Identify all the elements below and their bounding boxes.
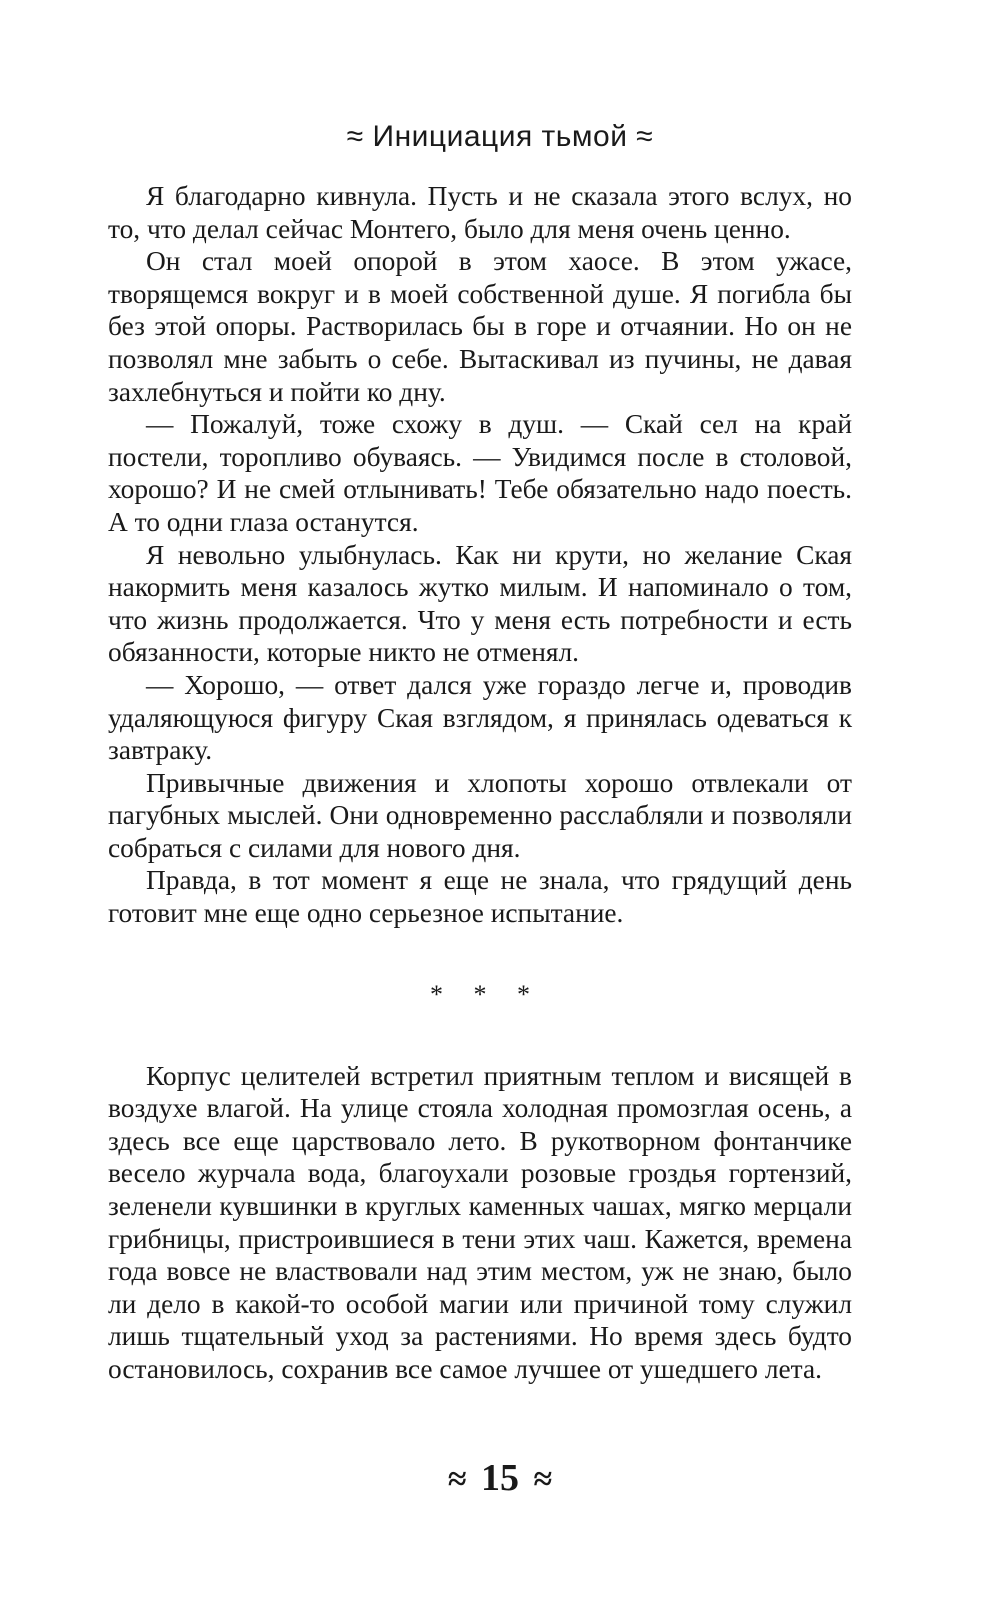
paragraph: Корпус целителей встретил приятным теплом и висящей в воздухе влагой. На улице стояла холодная промозглая осень, а здесь все еще царствовало лето. В рукотворном фонтанчике весело журчала вода, благоухали розовые гроздья гортензий, зеленели кувшинки в круглых каменных чашах, мягко мерцали грибницы, пристроившиеся в тени этих чаш. Кажется, времена года вовсе не властвовали над этим местом, уж не знаю, было ли дело в какой-то особой магии или причиной тому служил лишь тщательный уход за растениями. Но время здесь будто остановилось, сохранив все самое лучшее от ушедшего лета. [108,1060,852,1384]
running-head: ≈ Инициация тьмой ≈ [346,120,654,153]
folio-right-mark: ≈ [533,1461,553,1498]
paragraph: Правда, в тот момент я еще не знала, что грядущий день готовит мне еще одно серьезное испытание. [108,865,852,929]
paragraph: — Хорошо, — ответ дался уже гораздо легче и, проводив удаляющуюся фигуру Ская взглядом, я принялась одеваться к завтраку. [108,669,852,766]
page-number-footer [0,1456,1000,1500]
section-break: * * * [430,979,542,1009]
paragraph: Он стал моей опорой в этом хаосе. В этом ужасе, творящемся вокруг и в моей собственной душе. Я погибла бы без этой опоры. Растворилась бы в горе и отчаянии. Но он не позволял мне забыть о себе. Вытаскивал из пучины, не давая захлебнуться и пойти ко дну. [108,246,852,407]
folio-left-mark: ≈ [447,1461,467,1498]
body-text [108,180,852,1386]
paragraph: Я невольно улыбнулась. Как ни крути, но желание Ская накормить меня казалось жутко милым. И напоминало о том, что жизнь продолжается. Что у меня есть потребности и есть обязанности, которые никто не отменял. [108,539,852,668]
paragraph: Привычные движения и хлопоты хорошо отвлекали от пагубных мыслей. Они одновременно расслабляли и позволяли собраться с силами для нового дня. [108,767,852,863]
paragraph: Я благодарно кивнула. Пусть и не сказала этого вслух, но то, что делал сейчас Монтего, было для меня очень ценно. [108,181,852,244]
page-number: 15 [481,1457,519,1499]
paragraph: — Пожалуй, тоже схожу в душ. — Скай сел на край постели, торопливо обуваясь. — Увидимся после в столовой, хорошо? И не смей отлынивать! Тебе обязательно надо поесть. А то одни глаза останутся. [108,409,852,537]
